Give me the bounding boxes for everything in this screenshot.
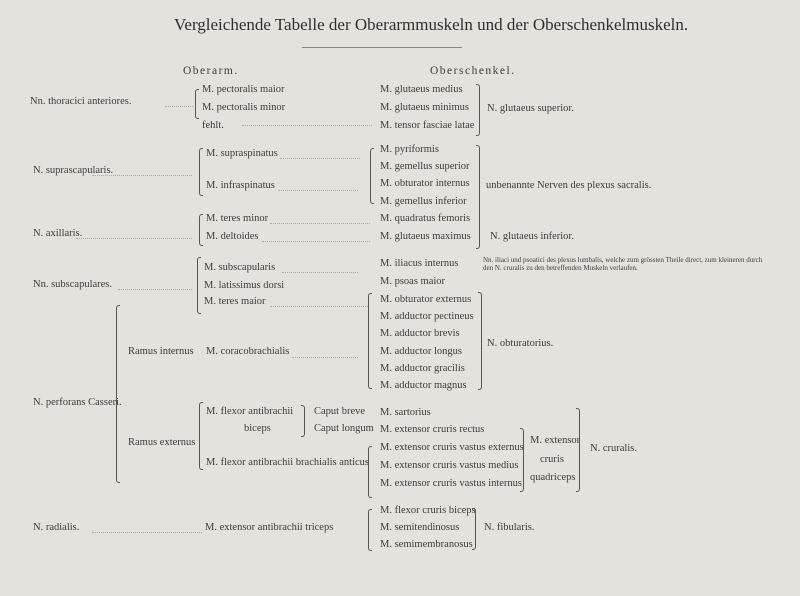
muscle-vastus-ext: M. extensor cruris vastus externus [380,442,524,453]
page-title: Vergleichende Tabelle der Oberarmmuskeln und der Oberschenkelmuskeln. [174,15,689,34]
heading-oberarm: Oberarm. [183,65,239,77]
muscle-pectineus: M. adductor pectineus [380,311,474,322]
muscle-iliacus: M. iliacus internus [380,258,459,269]
muscle-glut-minimus: M. glutaeus minimus [380,102,469,113]
leader [270,223,370,224]
muscle-magnus: M. adductor magnus [380,380,467,391]
muscle-infraspinatus: M. infraspinatus [206,180,275,191]
muscle-triceps: M. extensor antibrachii triceps [205,522,334,533]
muscle-obt-int: M. obturator internus [380,178,470,189]
muscle-longus: M. adductor longus [380,346,462,357]
bracket [199,402,203,470]
nerve-subscapulares: Nn. subscapulares. [33,279,113,290]
leader [262,241,370,242]
quadriceps-label-1: M. extensor [530,435,581,446]
bracket [368,509,372,551]
bracket [576,408,580,492]
muscle-obt-ext: M. obturator externus [380,294,472,305]
leader [282,272,358,273]
nerve-iliaci-note: Nn. iliaci und psoatici des plexus lumbalis, welche zum grössten Theile direct, zum kleineren durch den N. cruralis zu den betreffenden Muskeln verlaufen. [483,256,763,272]
heading-oberschenkel: Oberschenkel. [430,65,516,77]
muscle-supraspinatus: M. supraspinatus [206,148,278,159]
leader [76,238,192,239]
leader [118,289,192,290]
quadriceps-label-2: cruris [540,454,564,465]
muscle-semitend: M. semitendinosus [380,522,460,533]
bracket [199,214,203,246]
muscle-gem-inf: M. gemellus inferior [380,196,467,207]
leader [242,125,372,126]
bracket [476,84,480,136]
leader [92,532,202,533]
nerve-axillaris: N. axillaris. [33,228,83,239]
bracket [197,257,201,314]
muscle-teres-maior: M. teres maior [204,296,266,307]
muscle-biceps: biceps [244,423,271,434]
bracket [472,508,476,550]
ramus-internus: Ramus internus [128,346,194,357]
bracket [368,293,372,389]
muscle-vastus-int: M. extensor cruris vastus internus [380,478,523,489]
bracket [476,145,480,249]
muscle-glut-medius: M. glutaeus medius [380,84,463,95]
nerve-cruralis: N. cruralis. [590,443,637,454]
muscle-semimemb: M. semimembranosus [380,539,473,550]
muscle-brachialis: M. flexor antibrachii brachialis anticus [206,457,369,468]
nerve-suprascapularis: N. suprascapularis. [33,165,114,176]
bracket [301,405,305,437]
nerve-thoracici: Nn. thoracici anteriores. [30,96,132,107]
quadriceps-label-3: quadriceps [530,472,576,483]
muscle-flexor-antibrachii: M. flexor antibrachii [206,406,294,417]
muscle-rectus: M. extensor cruris rectus [380,424,485,435]
muscle-gem-sup: M. gemellus superior [380,161,470,172]
muscle-glut-max: M. glutaeus maximus [380,231,471,242]
muscle-gracilis: M. adductor gracilis [380,363,465,374]
muscle-pyriformis: M. pyriformis [380,144,439,155]
leader [165,106,193,107]
bracket [370,148,374,204]
caput-breve: Caput breve [314,406,366,417]
nerve-unbenannte: unbenannte Nerven des plexus sacralis. [486,180,652,191]
muscle-flexor-biceps: M. flexor cruris biceps [380,505,476,516]
muscle-brevis: M. adductor brevis [380,328,460,339]
muscle-teres-minor: M. teres minor [206,213,269,224]
muscle-sartorius: M. sartorius [380,407,431,418]
leader [270,306,368,307]
bracket [195,89,199,119]
nerve-perforans: N. perforans Casseri. [33,397,122,408]
leader [92,175,192,176]
muscle-subscapularis: M. subscapularis [204,262,276,273]
muscle-tensor: M. tensor fasciae latae [380,120,475,131]
leader [278,190,358,191]
caput-longum: Caput longum [314,423,374,434]
nerve-glut-sup: N. glutaeus superior. [487,103,574,114]
nerve-obturatorius: N. obturatorius. [487,338,554,349]
muscle-latissimus: M. latissimus dorsi [204,280,285,291]
bracket [478,292,482,390]
muscle-pect-major: M. pectoralis maior [202,84,285,95]
muscle-quadratus: M. quadratus femoris [380,213,471,224]
bracket [368,446,372,498]
ramus-externus: Ramus externus [128,437,196,448]
nerve-fibularis: N. fibularis. [484,522,535,533]
nerve-glut-inf: N. glutaeus inferior. [490,231,574,242]
muscle-psoas: M. psoas maior [380,276,446,287]
bracket [520,428,524,492]
muscle-pect-minor: M. pectoralis minor [202,102,286,113]
muscle-vastus-med: M. extensor cruris vastus medius [380,460,519,471]
muscle-coracobrachialis: M. coracobrachialis [206,346,290,357]
bracket [199,148,203,196]
leader [280,158,360,159]
muscle-deltoides: M. deltoides [206,231,259,242]
bracket-perforans [116,305,120,483]
leader [292,357,358,358]
nerve-radialis: N. radialis. [33,522,80,533]
fehlt-label: fehlt. [202,120,224,131]
title-rule [302,47,462,48]
